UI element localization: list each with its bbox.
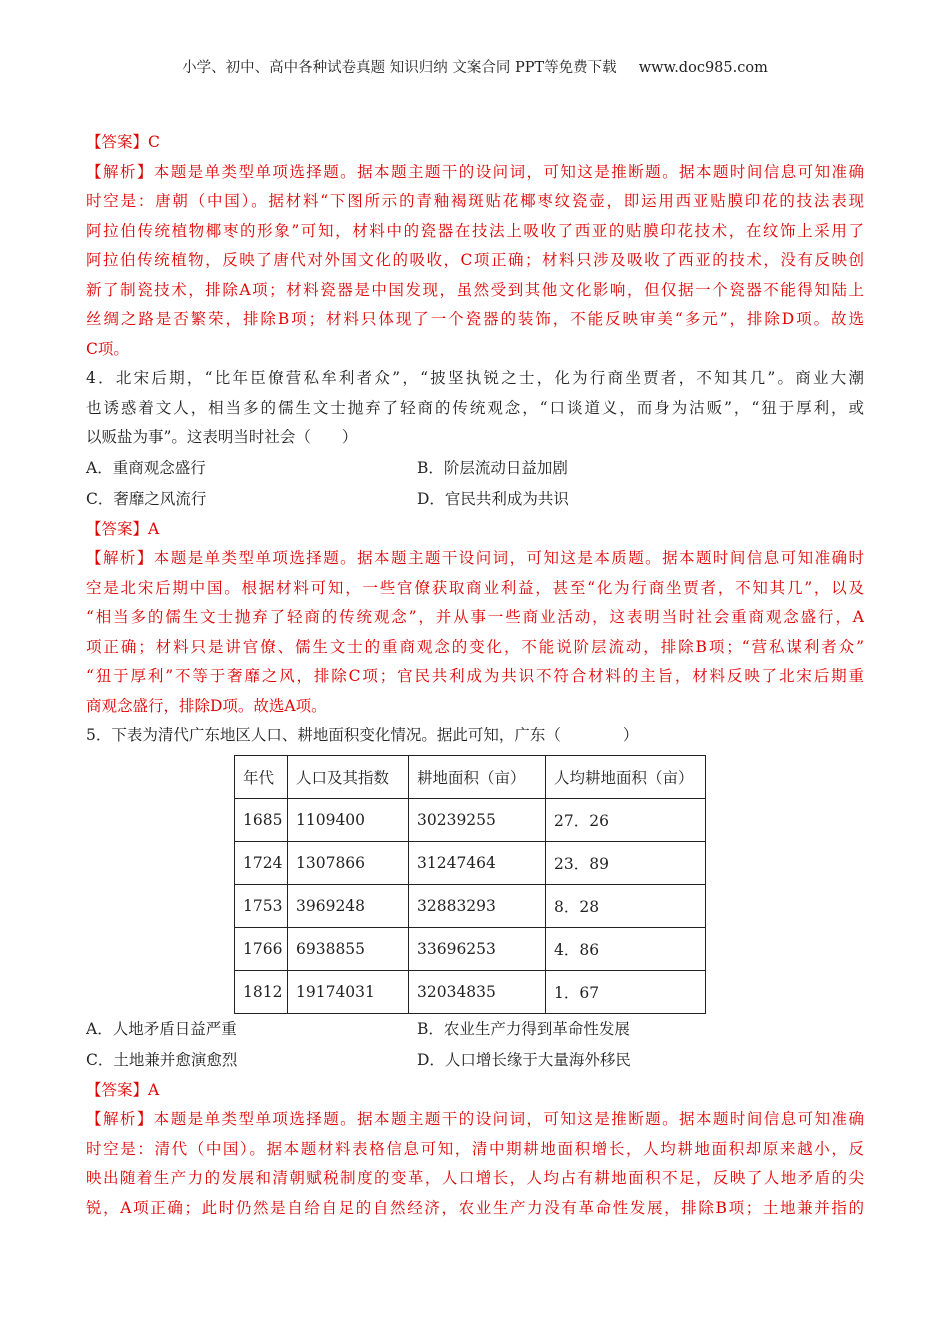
table-cell: 1724: [235, 841, 288, 884]
q3-analysis-line: 阿拉伯传统植物，反映了唐代对外国文化的吸收，C项正确；材料只涉及吸收了西亚的技术，没有反映创: [86, 251, 864, 269]
table-cell: 23．89: [546, 841, 706, 884]
q5-data-table: [234, 755, 706, 1014]
q4-stem-line: 4．北宋后期，“比年臣僚营私牟利者众”，“披坚执锐之士，化为行商坐贾者，不知其几”。商业大潮: [86, 369, 864, 387]
q4-option-d: D．官民共利成为共识: [417, 489, 569, 508]
table-header-cell: 年代: [235, 755, 288, 798]
table-header-row: [235, 755, 706, 798]
q4-option-c: C．奢靡之风流行: [86, 489, 207, 508]
q5-analysis-line: 时空是：清代（中国）。据本题材料表格信息可知，清中期耕地面积增长，人均耕地面积却原来越小，反: [86, 1139, 864, 1158]
table-header-cell: 人口及其指数: [288, 755, 409, 798]
q4-analysis-line: “相当多的儒生文士抛弃了轻商的传统观念”，并从事一些商业活动，这表明当时社会重商观念盛行，A: [86, 608, 864, 626]
q3-analysis-line: 【解析】本题是单类型单项选择题。据本题主题干的设问词，可知这是推断题。据本题时间信息可知准确: [86, 162, 864, 181]
table-cell: 1812: [235, 970, 288, 1013]
table-cell: 19174031: [288, 970, 409, 1013]
q3-analysis-line: 时空是：唐朝（中国）。据材料“下图所示的青釉褐斑贴花椰枣纹瓷壶，即运用西亚贴膜印花的技法表现: [86, 192, 864, 210]
q4-analysis-line: 商观念盛行，排除D项。故选A项。: [86, 696, 327, 715]
table-cell: 30239255: [409, 798, 546, 841]
table-cell: 27．26: [546, 798, 706, 841]
table-header-cell: 人均耕地面积（亩）: [546, 755, 706, 798]
q4-analysis-line: 【解析】本题是单类型单项选择题。据本题主题干设问词，可知这是本质题。据本题时间信息可知准确时: [86, 549, 864, 567]
q5-answer: 【答案】A: [86, 1080, 160, 1099]
q3-analysis-line: C项。: [86, 339, 129, 358]
q3-analysis-line: 新了制瓷技术，排除A项；材料瓷器是中国发现，虽然受到其他文化影响，但仅据一个瓷器不能得知陆上: [86, 280, 864, 299]
q5-analysis-line: 【解析】本题是单类型单项选择题。据本题主题干的设问词，可知这是推断题。据本题时间信息可知准确: [86, 1110, 864, 1128]
q3-analysis-line: 丝绸之路是否繁荣，排除B项；材料只体现了一个瓷器的装饰，不能反映审美“多元”，排除D项。故选: [86, 310, 864, 328]
table-cell: 1109400: [288, 798, 409, 841]
q3-answer: 【答案】C: [86, 133, 160, 151]
q4-option-a: A．重商观念盛行: [86, 458, 206, 477]
table-cell: 3969248: [288, 884, 409, 927]
table-cell: 1766: [235, 927, 288, 970]
q4-option-b: B．阶层流动日益加剧: [417, 458, 568, 477]
q5-option-c: C．土地兼并愈演愈烈: [86, 1050, 238, 1069]
q5-options-row: [86, 1045, 864, 1076]
document-body: [86, 128, 864, 1223]
q4-analysis-line: 空是北宋后期中国。根据材料可知，一些官僚获取商业利益，甚至“化为行商坐贾者，不知其几”，以及: [86, 578, 864, 597]
table-cell: 33696253: [409, 927, 546, 970]
q5-option-a: A．人地矛盾日益严重: [86, 1019, 237, 1038]
q5-analysis-line: 映出随着生产力的发展和清朝赋税制度的变革，人口增长，人均占有耕地面积不足，反映了人地矛盾的尖: [86, 1169, 864, 1187]
q5-options-row: [86, 1014, 864, 1045]
table-row: [235, 884, 706, 927]
table-row: [235, 970, 706, 1013]
q4-answer: 【答案】A: [86, 519, 160, 538]
q3-analysis-line: 阿拉伯传统植物椰枣的形象”可知，材料中的瓷器在技法上吸收了西亚的贴膜印花技术，在纹饰上采用了: [86, 221, 864, 240]
table-cell: 1．67: [546, 970, 706, 1013]
q4-stem-line: 以贩盐为事”。这表明当时社会（ ）: [86, 428, 358, 446]
table-row: [235, 798, 706, 841]
header-site-link[interactable]: www.doc985.com: [638, 60, 768, 76]
table-row: [235, 927, 706, 970]
q5-analysis-line: 锐，A项正确；此时仍然是自给自足的自然经济，农业生产力没有革命性发展，排除B项；土地兼并指的: [86, 1198, 864, 1217]
q4-options-row: [86, 484, 864, 515]
table-cell: 4．86: [546, 927, 706, 970]
q5-option-b: B．农业生产力得到革命性发展: [417, 1019, 630, 1038]
q4-analysis-line: 项正确；材料只是讲官僚、儒生文士的重商观念的变化，不能说阶层流动，排除B项；“营私谋利者众”: [86, 637, 864, 656]
table-header-cell: 耕地面积（亩）: [409, 755, 546, 798]
page-header: [0, 56, 950, 77]
q4-analysis-line: “狃于厚利”不等于奢靡之风，排除C项；官民共利成为共识不符合材料的主旨，材料反映了北宋后期重: [86, 667, 864, 685]
table-cell: 1753: [235, 884, 288, 927]
table-cell: 1685: [235, 798, 288, 841]
q4-options-row: [86, 453, 864, 484]
header-text: 小学、初中、高中各种试卷真题 知识归纳 文案合同 PPT等免费下载: [182, 60, 617, 76]
table-cell: 1307866: [288, 841, 409, 884]
q4-stem-line: 也诱惑着文人，相当多的儒生文士抛弃了轻商的传统观念，“口谈道义，而身为沽贩”，“狃于厚利，或: [86, 398, 864, 417]
table-cell: 32883293: [409, 884, 546, 927]
q5-option-d: D．人口增长缘于大量海外移民: [417, 1050, 631, 1069]
table-cell: 31247464: [409, 841, 546, 884]
table-cell: 8．28: [546, 884, 706, 927]
table-cell: 32034835: [409, 970, 546, 1013]
table-cell: 6938855: [288, 927, 409, 970]
q5-stem: 5．下表为清代广东地区人口、耕地面积变化情况。据此可知，广东（ ）: [86, 726, 639, 744]
table-row: [235, 841, 706, 884]
